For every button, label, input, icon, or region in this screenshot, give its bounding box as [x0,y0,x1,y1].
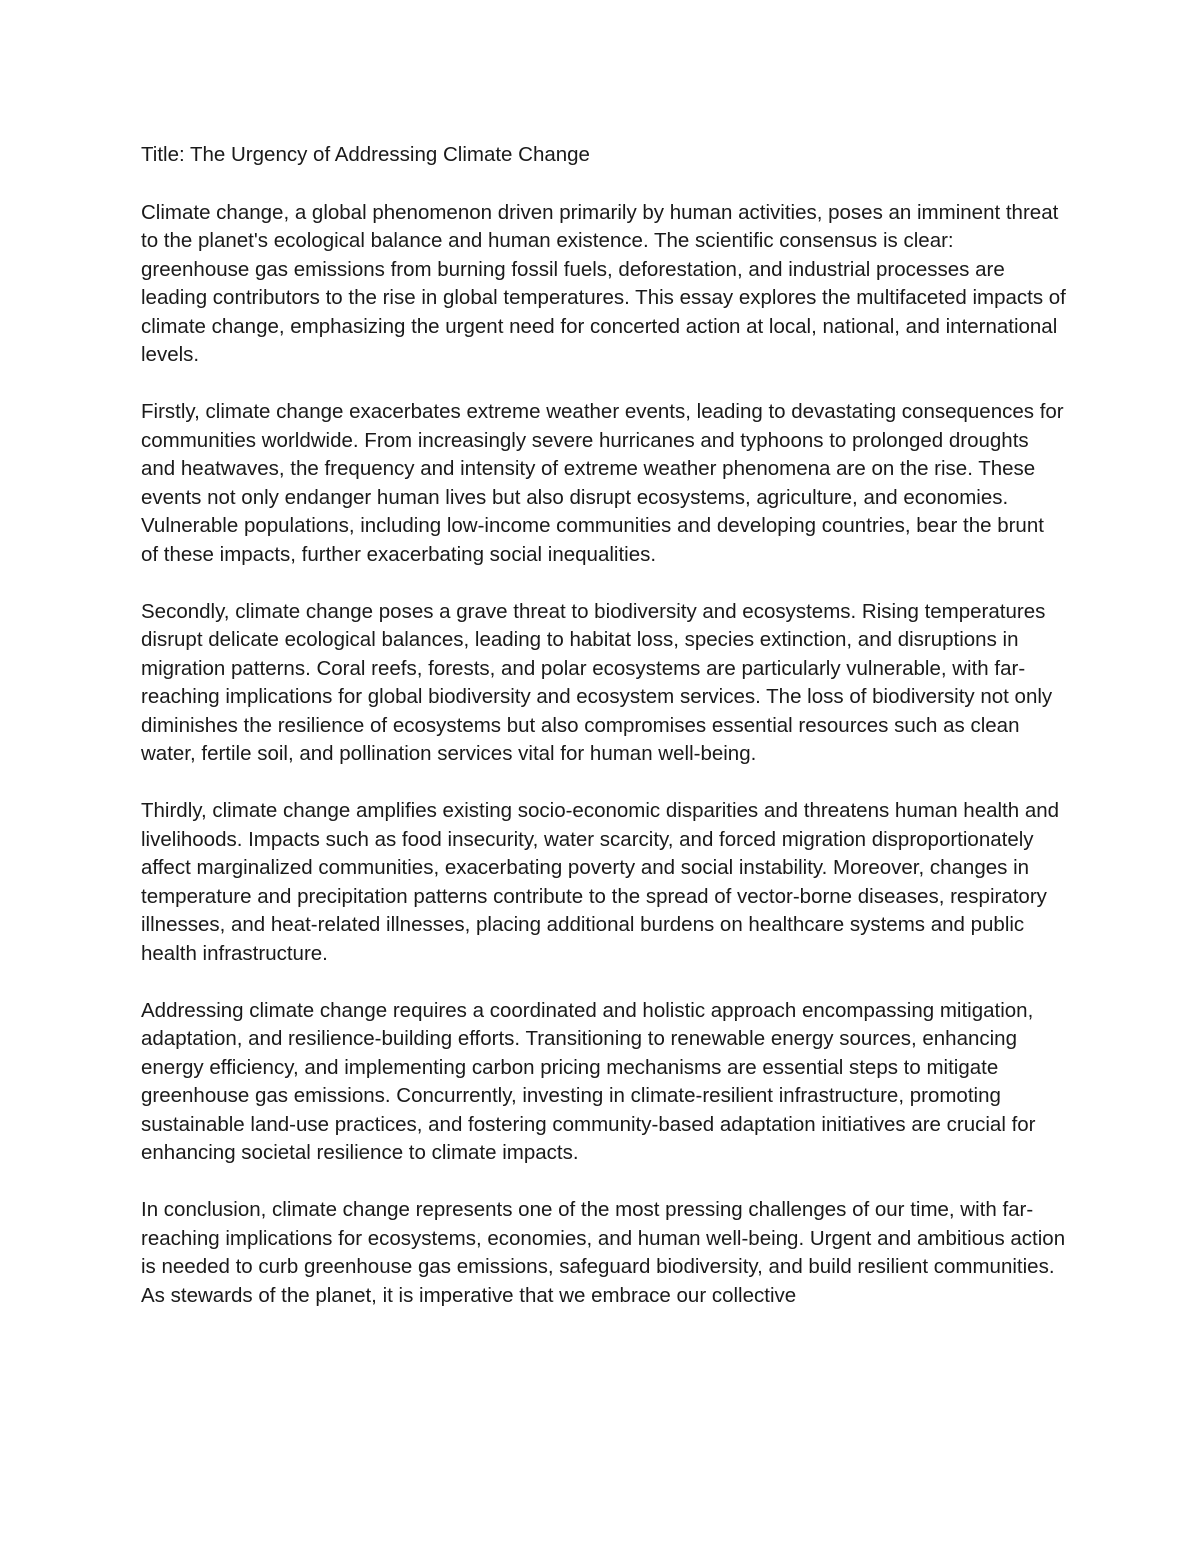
paragraph-addressing: Addressing climate change requires a coordinated and holistic approach encompassing mitigation, adaptation, and resilience-building efforts. Transitioning to renewable energy sources, enhancing energy efficiency, and implementing carbon pricing mechanisms are essential steps to mitigate greenhouse gas emissions. Concurrently, investing in climate-resilient infrastructure, promoting sustainable land-use practices, and fostering community-based adaptation initiatives are crucial for enhancing societal resilience to climate impacts. [141,998,1036,1164]
paragraph-introduction: Climate change, a global phenomenon driven primarily by human activities, poses an imminent threat to the planet's ecological balance and human existence. The scientific consensus is clear: greenhouse gas emissions from burning fossil fuels, deforestation, and industrial processes are leading contributors to the rise in global temperatures. This essay explores the multifaceted impacts of climate change, emphasizing the urgent need for concerted action at local, national, and international levels. [141,200,1066,366]
document-title: Title: The Urgency of Addressing Climate Change [141,143,590,166]
paragraph-extreme-weather: Firstly, climate change exacerbates extreme weather events, leading to devastating consequences for communities worldwide. From increasingly severe hurricanes and typhoons to prolonged droughts and heatwaves, the frequency and intensity of extreme weather phenomena are on the rise. These events not only endanger human lives but also disrupt ecosystems, agriculture, and economies. Vulnerable populations, including low-income communities and developing countries, bear the brunt of these impacts, further exacerbating social inequalities. [141,400,1064,566]
paragraph-socio-economic: Thirdly, climate change amplifies existing socio-economic disparities and threatens human health and livelihoods. Impacts such as food insecurity, water scarcity, and forced migration disproportionately affect marginalized communities, exacerbating poverty and social instability. Moreover, changes in temperature and precipitation patterns contribute to the spread of vector-borne diseases, respiratory illnesses, and heat-related illnesses, placing additional burdens on healthcare systems and public health infrastructure. [141,799,1060,965]
paragraph-biodiversity: Secondly, climate change poses a grave threat to biodiversity and ecosystems. Rising temperatures disrupt delicate ecological balances, leading to habitat loss, species extinction, and disruptions in migration patterns. Coral reefs, forests, and polar ecosystems are particularly vulnerable, with far-reaching implications for global biodiversity and ecosystem services. The loss of biodiversity not only diminishes the resilience of ecosystems but also compromises essential resources such as clean water, fertile soil, and pollination services vital for human well-being. [141,599,1053,765]
paragraph-conclusion: In conclusion, climate change represents one of the most pressing challenges of our time, with far-reaching implications for ecosystems, economies, and human well-being. Urgent and ambitious action is needed to curb greenhouse gas emissions, safeguard biodiversity, and build resilient communities. As stewards of the planet, it is imperative that we embrace our collective [141,1198,1066,1307]
document-page [141,141,1066,1339]
